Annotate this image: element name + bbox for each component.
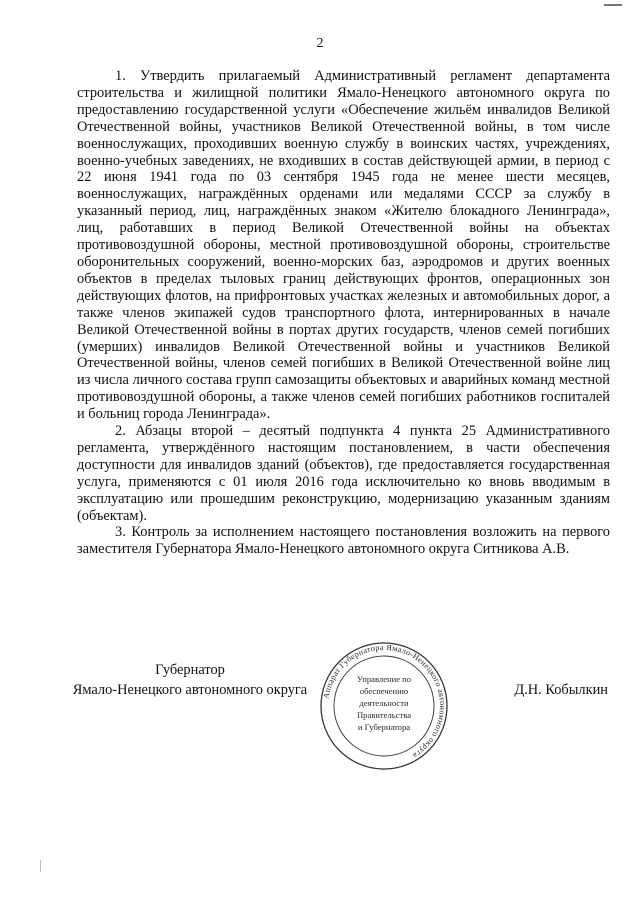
seal-line-2: обеспечению [359,686,409,696]
paragraph-2: 2. Абзацы второй – десятый подпункта 4 пункта 25 Административного регламента, утверждённого настоящим постановлением, в части обеспечения доступности для инвалидов зданий (объектов), где предоставляется государственная услуга, применяются с 01 июля 2016 года исключительно ко вновь вводимым в эксплуатацию или прошедшим реконструкцию, модернизацию указанным зданиям (объектам). [77,423,610,524]
seal-line-4: Правительства [356,710,412,720]
seal-line-1: Управление по [356,674,412,684]
seal-line-5: и Губернатора [357,722,411,732]
signatory-position [60,660,320,700]
scan-artifact [40,860,41,872]
signatory-position-line-2: Ямало-Ненецкого автономного округа [72,682,308,698]
scan-mark [604,4,622,6]
paragraph-3: 3. Контроль за исполнением настоящего постановления возложить на первого заместителя Губернатора Ямало-Ненецкого автономного округа Ситникова А.В. [77,524,610,558]
seal-line-3: деятельности [359,698,409,708]
official-seal-stamp [318,640,450,772]
paragraph-1: 1. Утвердить прилагаемый Административный регламент департамента строительства и жилищной политики Ямало-Ненецкого автономного округа по предоставлению государственной услуги «Обеспечение жильём инвалидов Великой Отечественной войны, участников Великой Отечественной войны, в том числе военнослужащих, проходивших военную службу в воинских частях, учреждениях, военно-учебных заведениях, не входивших в состав действующей армии, в период с 22 июня 1941 года по 03 сентября 1945 года не менее шести месяцев, военнослужащих, награждённых орденами или медалями СССР за службу в указанный период, лиц, награждённых знаком «Жителю блокадного Ленинграда», лиц, работавших в период Великой Отечественной войны на объектах противовоздушной обороны, местной противовоздушной обороны, строительстве оборонительных сооружений, военно-морских баз, аэродромов и других военных объектов в пределах тыловых границ действующих фронтов, операционных зон действующих флотов, на прифронтовых участках железных и автомобильных дорог, а также членов экипажей судов транспортного флота, интернированных в начале Великой Отечественной войны в портах других государств, членов семей погибших (умерших) инвалидов Великой Отечественной войны и участников Великой Отечественной войны, членов семей погибших в Великой Отечественной войне лиц из числа личного состава групп самозащиты объектовых и аварийных команд местной противовоздушной обороны, а также членов семей погибших работников госпиталей и больниц города Ленинграда». [77,68,610,423]
page-number: 2 [316,36,324,51]
signatory-name: Д.Н. Кобылкин [514,682,608,698]
document-body [77,68,610,558]
seal-ring-text: Аппарат Губернатора Ямало-Ненецкого автономного округа [321,642,448,761]
signatory-position-line-1: Губернатор [155,662,225,678]
